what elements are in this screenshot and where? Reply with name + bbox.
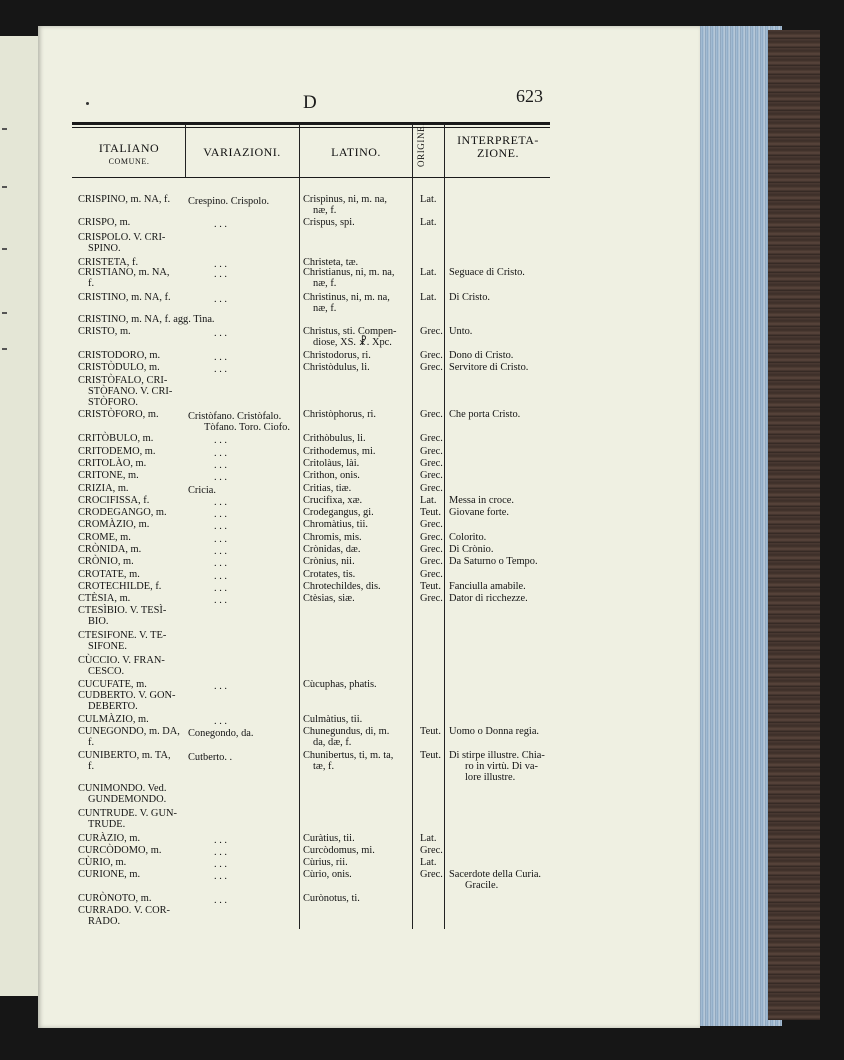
entry-interpretation: Sacerdote della Curia.: [449, 869, 542, 880]
entry-latin-form: Critolàus, lài.: [303, 458, 360, 469]
entry-origin: Lat.: [420, 833, 437, 844]
entry-origin: Grec.: [420, 458, 443, 469]
header-interpretazione: [446, 134, 550, 160]
entry-latin-form: Crithodemus, mi.: [303, 446, 376, 457]
entry-italian-name: f.: [88, 737, 95, 748]
entry-latin-form: næ, f.: [313, 205, 337, 216]
entry-interpretation: ro in virtù. Di va-: [465, 761, 539, 772]
entry-origin: Teut.: [420, 507, 441, 518]
entry-latin-form: Chromàtius, tii.: [303, 519, 368, 530]
entry-latin-form: Curònotus, ti.: [303, 893, 360, 904]
entry-origin: Lat.: [420, 857, 437, 868]
entry-latin-form: Chunibertus, ti, m. ta,: [303, 750, 394, 761]
entry-origin: Teut.: [420, 750, 441, 761]
entry-latin-form: Chrotechildes, dis.: [303, 581, 381, 592]
entry-variations: . . .: [214, 681, 227, 692]
entry-italian-name: CUNIMONDO. Ved.: [78, 783, 167, 794]
entry-italian-name: CUCUFATE, m.: [78, 679, 147, 690]
entry-origin: Grec.: [420, 433, 443, 444]
entry-variations: . . .: [214, 497, 227, 508]
header-comune-label: COMUNE.: [108, 157, 150, 166]
facing-page-mark: [2, 312, 7, 314]
entry-italian-name: CRITODEMO, m.: [78, 446, 156, 457]
entry-variations: Crespino. Crispolo.: [188, 196, 270, 207]
entry-italian-name: CRÒNIO, m.: [78, 556, 134, 567]
entry-variations: . . .: [214, 294, 227, 305]
entry-variations: . . .: [214, 509, 227, 520]
entry-latin-form: Crotates, tis.: [303, 569, 356, 580]
entry-latin-form: Christeta, tæ.: [303, 257, 359, 268]
entry-latin-form: Cùrius, rii.: [303, 857, 348, 868]
entry-origin: Grec.: [420, 569, 443, 580]
entry-italian-name: CRISTÒFALO, CRI-: [78, 375, 168, 386]
header-top-rule-thin: [72, 127, 550, 128]
entry-origin: Lat.: [420, 217, 437, 228]
entry-italian-name: CURÀZIO, m.: [78, 833, 141, 844]
entry-variations: Cutberto. .: [188, 752, 233, 763]
entry-interpretation: Colorito.: [449, 532, 487, 543]
entry-latin-form: diose, XS. ☧. Xpc.: [313, 337, 392, 348]
header-latino-label: LATINO.: [331, 145, 381, 159]
entry-origin: Lat.: [420, 267, 437, 278]
entry-origin: Grec.: [420, 869, 443, 880]
entry-variations: Conegondo, da.: [188, 728, 254, 739]
entry-interpretation: Unto.: [449, 326, 473, 337]
entry-italian-name: CRITÒBULO, m.: [78, 433, 154, 444]
entry-variations: . . .: [214, 534, 227, 545]
entry-origin: Grec.: [420, 532, 443, 543]
entry-italian-name: CRISTÒDULO, m.: [78, 362, 160, 373]
column-divider: [299, 124, 300, 929]
entry-latin-form: Curàtius, tii.: [303, 833, 355, 844]
entry-origin: Grec.: [420, 519, 443, 530]
entry-italian-name: BIO.: [88, 616, 109, 627]
entry-italian-name: CROCIFISSA, f.: [78, 495, 150, 506]
entry-latin-form: næ, f.: [313, 303, 337, 314]
page-mark: [86, 102, 89, 105]
entry-interpretation: Di Cristo.: [449, 292, 490, 303]
entry-origin: Teut.: [420, 726, 441, 737]
entry-italian-name: CTESIFONE. V. TE-: [78, 630, 167, 641]
entry-variations: . . .: [214, 328, 227, 339]
header-top-rule: [72, 122, 550, 125]
entry-italian-name: CESCO.: [88, 666, 125, 677]
entry-interpretation: Di stirpe illustre. Chia-: [449, 750, 545, 761]
header-variazioni: [186, 146, 298, 159]
entry-italian-name: SPINO.: [88, 243, 121, 254]
entry-latin-form: Crònius, nii.: [303, 556, 355, 567]
entry-italian-name: CRISTETA, f.: [78, 257, 139, 268]
entry-latin-form: Christòdulus, li.: [303, 362, 370, 373]
entry-latin-form: Cùcuphas, phatis.: [303, 679, 377, 690]
entry-italian-name: CRISTINO, m. NA, f. agg. Tina.: [78, 314, 215, 325]
entry-interpretation: Di Crònio.: [449, 544, 494, 555]
entry-latin-form: Chunegundus, di, m.: [303, 726, 390, 737]
entry-interpretation: Servitore di Cristo.: [449, 362, 529, 373]
entry-italian-name: CROTATE, m.: [78, 569, 140, 580]
entry-latin-form: Christòphorus, ri.: [303, 409, 377, 420]
book-cover: [768, 30, 820, 1020]
entry-latin-form: tæ, f.: [313, 761, 335, 772]
entry-variations: . . .: [214, 558, 227, 569]
entry-interpretation: Da Saturno o Tempo.: [449, 556, 538, 567]
entry-italian-name: CRODEGANGO, m.: [78, 507, 167, 518]
entry-italian-name: CUNTRUDE. V. GUN-: [78, 808, 177, 819]
entry-variations: . . .: [214, 521, 227, 532]
entry-origin: Grec.: [420, 362, 443, 373]
column-divider: [444, 124, 445, 929]
entry-italian-name: CRISTIANO, m. NA,: [78, 267, 170, 278]
facing-page-mark: [2, 348, 7, 350]
entry-origin: Grec.: [420, 409, 443, 420]
entry-italian-name: CROME, m.: [78, 532, 131, 543]
entry-variations: . . .: [214, 847, 227, 858]
header-italiano: [74, 142, 184, 168]
entry-italian-name: CURIONE, m.: [78, 869, 141, 880]
entry-variations: . . .: [214, 716, 227, 727]
entry-italian-name: CUDBERTO. V. GON-: [78, 690, 176, 701]
entry-italian-name: CTÈSIA, m.: [78, 593, 131, 604]
entry-variations: . . .: [214, 364, 227, 375]
entry-interpretation: Fanciulla amabile.: [449, 581, 526, 592]
entry-interpretation: lore illustre.: [465, 772, 516, 783]
entry-latin-form: Crucifixa, xæ.: [303, 495, 363, 506]
facing-page-mark: [2, 248, 7, 250]
entry-interpretation: Che porta Cristo.: [449, 409, 521, 420]
entry-italian-name: SIFONE.: [88, 641, 127, 652]
entry-variations: . . .: [214, 435, 227, 446]
entry-latin-form: Chromis, mis.: [303, 532, 362, 543]
entry-origin: Lat.: [420, 292, 437, 303]
entry-variations: . . .: [214, 352, 227, 363]
entry-variations: . . .: [214, 472, 227, 483]
entry-latin-form: da, dæ, f.: [313, 737, 352, 748]
page-number: 623: [516, 86, 543, 106]
entry-origin: Lat.: [420, 495, 437, 506]
column-divider: [412, 124, 413, 929]
entry-latin-form: Critias, tiæ.: [303, 483, 352, 494]
entry-variations: . . .: [214, 571, 227, 582]
entry-italian-name: CRISTINO, m. NA, f.: [78, 292, 171, 303]
entry-italian-name: CUNEGONDO, m. DA,: [78, 726, 180, 737]
entry-latin-form: Crithon, onis.: [303, 470, 360, 481]
entry-variations: . . .: [214, 859, 227, 870]
entry-variations: . . .: [214, 269, 227, 280]
entry-interpretation: Dono di Cristo.: [449, 350, 514, 361]
facing-page-mark: [2, 128, 7, 130]
header-interpretazione-label-2: ZIONE.: [477, 146, 519, 160]
entry-latin-form: Crònidas, dæ.: [303, 544, 361, 555]
entry-italian-name: CURRADO. V. COR-: [78, 905, 170, 916]
entry-latin-form: Christinus, ni, m. na,: [303, 292, 390, 303]
header-italiano-label: ITALIANO: [98, 141, 160, 155]
entry-origin: Teut.: [420, 581, 441, 592]
entry-italian-name: CRISTODORO, m.: [78, 350, 161, 361]
entry-origin: Grec.: [420, 593, 443, 604]
entry-latin-form: næ, f.: [313, 278, 337, 289]
entry-italian-name: DEBERTO.: [88, 701, 138, 712]
entry-italian-name: TRUDE.: [88, 819, 126, 830]
entry-italian-name: GUNDEMONDO.: [88, 794, 167, 805]
entry-variations: . . .: [214, 835, 227, 846]
entry-italian-name: CROTECHILDE, f.: [78, 581, 162, 592]
entry-italian-name: CRIZIA, m.: [78, 483, 129, 494]
entry-origin: Grec.: [420, 544, 443, 555]
entry-variations: . . .: [214, 895, 227, 906]
entry-variations: . . .: [214, 871, 227, 882]
entry-italian-name: CULMÀZIO, m.: [78, 714, 149, 725]
header-bottom-rule: [72, 177, 550, 178]
entry-variations: . . .: [214, 583, 227, 594]
header-latino: [300, 146, 412, 159]
entry-latin-form: Culmàtius, tii.: [303, 714, 363, 725]
entry-origin: Grec.: [420, 483, 443, 494]
entry-latin-form: Curcòdomus, mi.: [303, 845, 375, 856]
entry-variations: Tòfano. Toro. Ciofo.: [204, 422, 290, 433]
entry-interpretation: Gracile.: [465, 880, 499, 891]
entry-interpretation: Dator di ricchezze.: [449, 593, 528, 604]
entry-latin-form: Crodegangus, gi.: [303, 507, 374, 518]
entry-origin: Grec.: [420, 470, 443, 481]
entry-variations: . . .: [214, 448, 227, 459]
entry-interpretation: Uomo o Donna regia.: [449, 726, 540, 737]
entry-italian-name: CRITOLÀO, m.: [78, 458, 147, 469]
entry-origin: Grec.: [420, 556, 443, 567]
entry-italian-name: CURCÒDOMO, m.: [78, 845, 162, 856]
entry-italian-name: CÙRIO, m.: [78, 857, 127, 868]
entry-italian-name: CRITONE, m.: [78, 470, 139, 481]
page-letter: D: [303, 92, 317, 113]
entry-italian-name: STÒFANO. V. CRI-: [88, 386, 173, 397]
entry-italian-name: f.: [88, 278, 95, 289]
entry-italian-name: CÙCCIO. V. FRAN-: [78, 655, 165, 666]
entry-origin: Grec.: [420, 350, 443, 361]
header-origine-label: ORIGINE.: [416, 122, 426, 167]
entry-variations: . . .: [214, 595, 227, 606]
entry-italian-name: CRÒNIDA, m.: [78, 544, 142, 555]
facing-page-mark: [2, 186, 7, 188]
entry-italian-name: CRISPINO, m. NA, f.: [78, 194, 171, 205]
entry-latin-form: Christianus, ni, m. na,: [303, 267, 395, 278]
entry-italian-name: CROMÀZIO, m.: [78, 519, 150, 530]
entry-variations: . . .: [214, 259, 227, 270]
entry-variations: . . .: [214, 546, 227, 557]
entry-latin-form: Crispinus, ni, m. na,: [303, 194, 387, 205]
entry-variations: . . .: [214, 460, 227, 471]
entry-latin-form: Crispus, spi.: [303, 217, 355, 228]
entry-variations: Cristòfano. Cristòfalo.: [188, 411, 282, 422]
entry-italian-name: CRISTO, m.: [78, 326, 131, 337]
entry-italian-name: STÒFORO.: [88, 397, 138, 408]
entry-latin-form: Christodorus, ri.: [303, 350, 371, 361]
entry-italian-name: CRISPOLO. V. CRI-: [78, 232, 166, 243]
entry-italian-name: RADO.: [88, 916, 121, 927]
entry-latin-form: Crithòbulus, li.: [303, 433, 366, 444]
entry-origin: Grec.: [420, 845, 443, 856]
entry-interpretation: Messa in croce.: [449, 495, 514, 506]
entry-italian-name: CTESÌBIO. V. TESÌ-: [78, 605, 167, 616]
entry-origin: Grec.: [420, 446, 443, 457]
entry-origin: Lat.: [420, 194, 437, 205]
entry-interpretation: Seguace di Cristo.: [449, 267, 525, 278]
entry-variations: Cricia.: [188, 485, 216, 496]
header-variazioni-label: VARIAZIONI.: [203, 145, 281, 159]
entry-italian-name: CUNIBERTO, m. TA,: [78, 750, 171, 761]
entry-variations: . . .: [214, 219, 227, 230]
entry-italian-name: CRISTÒFORO, m.: [78, 409, 159, 420]
entry-origin: Grec.: [420, 326, 443, 337]
entry-interpretation: Giovane forte.: [449, 507, 510, 518]
entry-italian-name: CURÒNOTO, m.: [78, 893, 152, 904]
entry-italian-name: CRISPO, m.: [78, 217, 131, 228]
header-interpretazione-label-1: INTERPRETA-: [457, 133, 539, 147]
entry-italian-name: f.: [88, 761, 95, 772]
entry-latin-form: Christus, sti. Compen-: [303, 326, 397, 337]
entry-latin-form: Cùrio, onis.: [303, 869, 352, 880]
entry-latin-form: Ctèsias, siæ.: [303, 593, 355, 604]
